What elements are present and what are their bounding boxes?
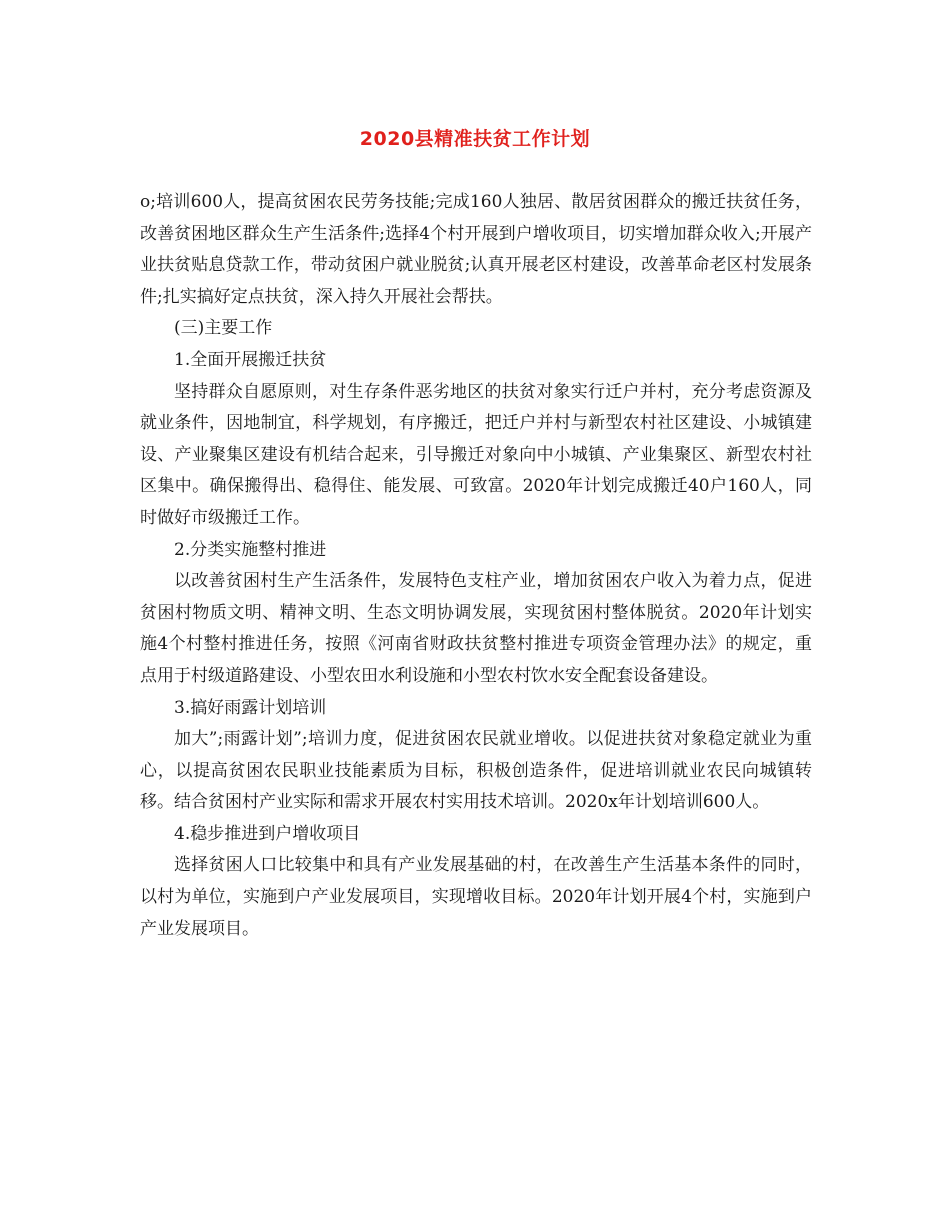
paragraph-relocation: 坚持群众自愿原则，对生存条件恶劣地区的扶贫对象实行迁户并村，充分考虑资源及就业条件，因地制宜，科学规划，有序搬迁，把迁户并村与新型农村社区建设、小城镇建设、产业聚集区建设有机结合起来，引导搬迁对象向中小城镇、产业集聚区、新型农村社区集中。确保搬得出、稳得住、能发展、可致富。2020年计划完成搬迁40户160人，同时做好市级搬迁工作。: [140, 381, 812, 528]
paragraph-goals: o;培训600人，提高贫困农民劳务技能;完成160人独居、散居贫困群众的搬迁扶贫任务，改善贫困地区群众生产生活条件;选择4个村开展到户增收项目，切实增加群众收入;开展产业扶贫贴息贷款工作，带动贫困户就业脱贫;认真开展老区村建设，改善革命老区村发展条件;扎实搞好定点扶贫，深入持久开展社会帮扶。: [140, 192, 812, 307]
document-body: [140, 187, 812, 945]
paragraph-training: 加大”;雨露计划”;培训力度，促进贫困农民就业增收。以促进扶贫对象稳定就业为重心，以提高贫困农民职业技能素质为目标，积极创造条件，促进培训就业农民向城镇转移。结合贫困村产业实际和需求开展农村实用技术培训。2020x年计划培训600人。: [140, 729, 812, 813]
section-heading-main-work: (三)主要工作: [174, 318, 273, 339]
subheading-relocation: 1.全面开展搬迁扶贫: [174, 349, 327, 370]
document-title: 2020县精准扶贫工作计划: [359, 128, 591, 150]
paragraph-income-projects: 选择贫困人口比较集中和具有产业发展基础的村，在改善生产生活基本条件的同时，以村为单位，实施到户产业发展项目，实现增收目标。2020年计划开展4个村，实施到户产业发展项目。: [140, 855, 812, 939]
subheading-income-projects: 4.稳步推进到户增收项目: [174, 823, 361, 844]
paragraph-village-advance: 以改善贫困村生产生活条件，发展特色支柱产业，增加贫困农户收入为着力点，促进贫困村物质文明、精神文明、生态文明协调发展，实现贫困村整体脱贫。2020年计划实施4个村整村推进任务，按照《河南省财政扶贫整村推进专项资金管理办法》的规定，重点用于村级道路建设、小型农田水利设施和小型农村饮水安全配套设备建设。: [140, 571, 812, 686]
subheading-village-advance: 2.分类实施整村推进: [174, 539, 327, 560]
subheading-training: 3.搞好雨露计划培训: [174, 697, 327, 718]
